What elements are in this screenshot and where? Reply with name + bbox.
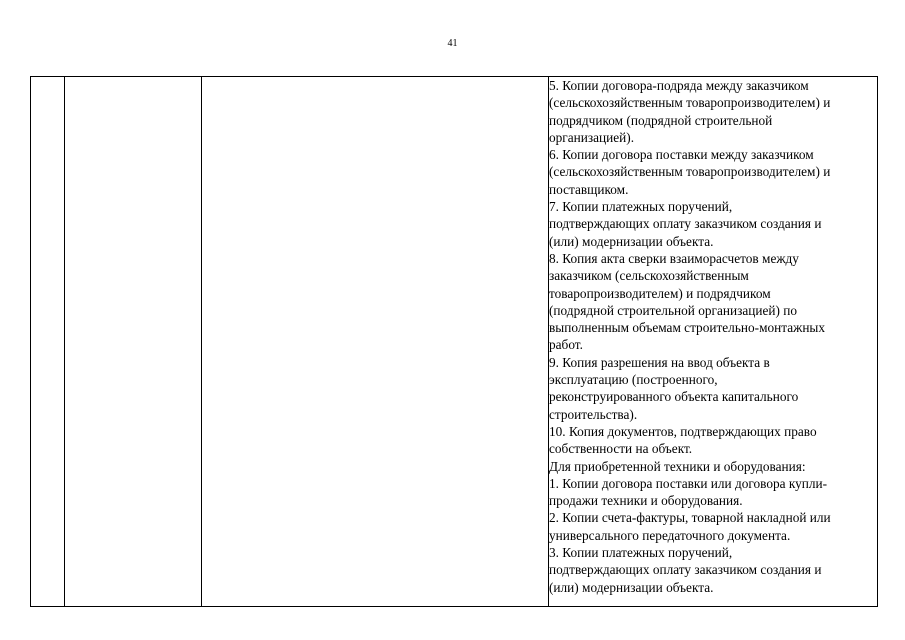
text-line: (сельскохозяйственным товаропроизводителем) и <box>549 95 831 111</box>
text-line: товаропроизводителем) и подрядчиком <box>549 285 771 301</box>
text-line: подрядчиком (подрядной строительной <box>549 112 773 128</box>
text-line: реконструированного объекта капитального <box>549 389 799 405</box>
text-line: организацией). <box>549 129 635 145</box>
table-cell-name <box>65 77 202 607</box>
text-line: 9. Копия разрешения на ввод объекта в <box>549 354 770 370</box>
table-cell-number <box>31 77 65 607</box>
table-cell-description <box>202 77 549 607</box>
table-cell-documents <box>549 77 878 607</box>
text-line: 6. Копии договора поставки между заказчиком <box>549 147 814 163</box>
text-line: эксплуатацию (построенного, <box>549 372 718 388</box>
text-line: работ. <box>549 337 583 353</box>
text-line: выполненным объемам строительно-монтажных <box>549 320 826 336</box>
document-table <box>30 76 878 607</box>
text-line: (сельскохозяйственным товаропроизводителем) и <box>549 164 831 180</box>
text-line: строительства). <box>549 406 638 422</box>
text-line: подтверждающих оплату заказчиком создания и <box>549 562 822 578</box>
text-line: заказчиком (сельскохозяйственным <box>549 268 749 284</box>
text-line: 8. Копия акта сверки взаиморасчетов между <box>549 250 799 266</box>
text-line: поставщиком. <box>549 181 629 197</box>
text-line: Для приобретенной техники и оборудования: <box>549 458 806 474</box>
text-line: 10. Копия документов, подтверждающих право <box>549 423 817 439</box>
text-line: универсального передаточного документа. <box>549 527 791 543</box>
text-line: 1. Копии договора поставки или договора купли- <box>549 475 828 491</box>
text-line: (или) модернизации объекта. <box>549 579 714 595</box>
text-line: 2. Копии счета-фактуры, товарной накладной или <box>549 510 831 526</box>
text-line: собственности на объект. <box>549 441 693 457</box>
text-line: 3. Копии платежных поручений, <box>549 545 733 561</box>
text-line: продажи техники и оборудования. <box>549 493 743 509</box>
table-row <box>31 77 878 607</box>
text-line: (или) модернизации объекта. <box>549 233 714 249</box>
text-line: (подрядной строительной организацией) по <box>549 302 798 318</box>
page-number: 41 <box>447 38 458 49</box>
text-line: 5. Копии договора-подряда между заказчиком <box>549 78 809 93</box>
text-line: подтверждающих оплату заказчиком создания и <box>549 216 822 232</box>
text-line: 7. Копии платежных поручений, <box>549 199 733 215</box>
